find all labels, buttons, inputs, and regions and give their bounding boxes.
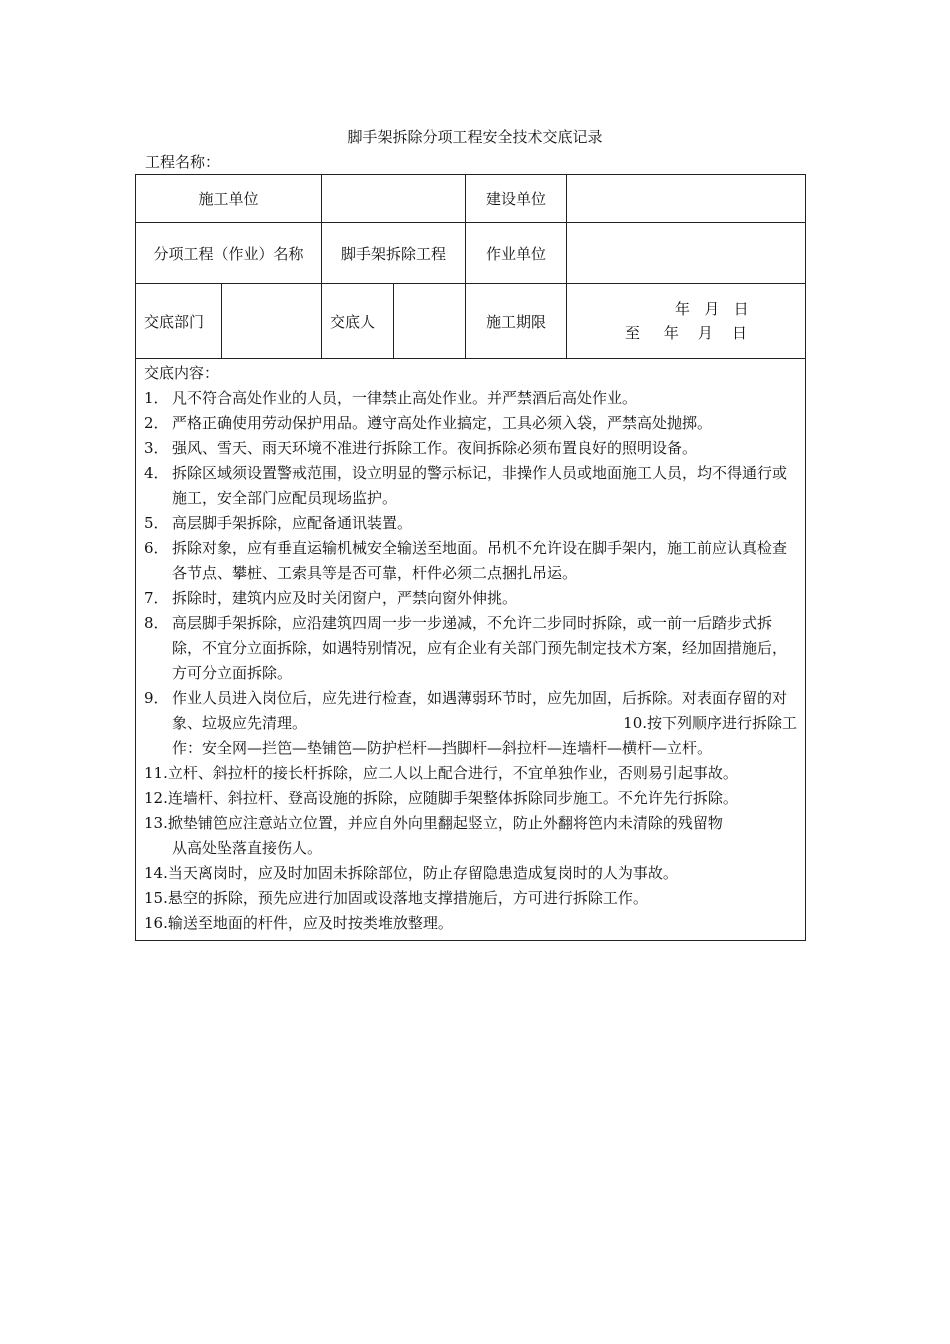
item9-text: 作业人员进入岗位后，应先进行检查，如遇薄弱环节时，应先加固，后拆除。对表面存留的对象、垃圾应先清理。 bbox=[172, 689, 788, 732]
item-15: 15.悬空的拆除，预先应进行加固或设落地支撑措施后，方可进行拆除工作。 bbox=[144, 889, 648, 907]
item-number: 7． bbox=[144, 589, 169, 607]
item-number: 1． bbox=[144, 389, 169, 407]
item-text: 高层脚手架拆除，应配备通讯装置。 bbox=[172, 514, 413, 532]
disclosure-dept-field[interactable] bbox=[222, 284, 322, 359]
list-item bbox=[144, 511, 797, 536]
table-row bbox=[136, 175, 806, 223]
period-end-date: 至 年 月 日 bbox=[625, 324, 748, 342]
disclosure-content-cell bbox=[136, 359, 806, 941]
construction-period-field[interactable] bbox=[567, 284, 806, 359]
disclosure-person-label: 交底人 bbox=[322, 284, 394, 359]
item-text: 拆除区域须设置警戒范围，设立明显的警示标记，非操作人员或地面施工人员，均不得通行或施工，安全部门应配员现场监护。 bbox=[172, 464, 788, 507]
item-number: 3． bbox=[144, 439, 169, 457]
list-item bbox=[144, 536, 797, 586]
list-item bbox=[144, 461, 797, 511]
item-number: 2． bbox=[144, 414, 169, 432]
numbered-list bbox=[144, 386, 797, 686]
list-item bbox=[144, 611, 797, 686]
owner-unit-field[interactable] bbox=[567, 175, 806, 223]
list-item bbox=[144, 411, 797, 436]
item-number: 6． bbox=[144, 539, 169, 557]
construction-period-label: 施工期限 bbox=[466, 284, 567, 359]
subitem-name-label: 分项工程（作业）名称 bbox=[136, 223, 322, 284]
owner-unit-label: 建设单位 bbox=[466, 175, 567, 223]
table-row bbox=[136, 223, 806, 284]
item-text: 拆除对象，应有垂直运输机械安全输送至地面。吊机不允许设在脚手架内，施工前应认真检查各节点、攀桩、工索具等是否可靠，杆件必须二点捆扎吊运。 bbox=[172, 539, 788, 582]
item-text bbox=[172, 686, 797, 736]
work-unit-label: 作业单位 bbox=[466, 223, 567, 284]
construction-unit-label: 施工单位 bbox=[136, 175, 322, 223]
item-text: 凡不符合高处作业的人员，一律禁止高处作业。并严禁酒后高处作业。 bbox=[172, 389, 638, 407]
item-13: 13.掀垫铺笆应注意站立位置，并应自外向里翻起竖立，防止外翻将笆内未清除的残留物 bbox=[144, 814, 723, 832]
item-number: 4． bbox=[144, 464, 169, 482]
list-item bbox=[144, 436, 797, 461]
item-11: 11.立杆、斜拉杆的接长杆拆除，应二人以上配合进行，不宜单独作业，否则易引起事故。 bbox=[144, 764, 738, 782]
project-name-label: 工程名称： bbox=[145, 153, 221, 171]
item-text: 拆除时，建筑内应及时关闭窗户，严禁向窗外伸挑。 bbox=[172, 589, 518, 607]
item-text: 高层脚手架拆除，应沿建筑四周一步一步递减，不允许二步同时拆除，或一前一后踏步式拆除，不宜分立面拆除，如遇特别情况，应有企业有关部门预先制定技术方案，经加固措施后，方可分立面拆除。 bbox=[172, 614, 788, 682]
item-text: 强风、雪天、雨天环境不准进行拆除工作。夜间拆除必须布置良好的照明设备。 bbox=[172, 439, 698, 457]
document-title: 脚手架拆除分项工程安全技术交底记录 bbox=[347, 128, 603, 146]
disclosure-form-table bbox=[135, 174, 806, 941]
list-item bbox=[144, 686, 797, 736]
item-13-cont: 从高处坠落直接伤人。 bbox=[172, 839, 323, 857]
item10-rest: 作：安全网—拦笆—垫铺笆—防护栏杆—挡脚杆—斜拉杆—连墙杆—横杆—立杆。 bbox=[172, 739, 713, 757]
item-number: 5． bbox=[144, 514, 169, 532]
item-16: 16.输送至地面的杆件，应及时按类堆放整理。 bbox=[144, 914, 453, 932]
item-14: 14.当天离岗时，应及时加固未拆除部位，防止存留隐患造成复岗时的人为事故。 bbox=[144, 864, 678, 882]
period-start-date: 年 月 日 bbox=[675, 300, 749, 318]
work-unit-field[interactable] bbox=[567, 223, 806, 284]
item-12: 12.连墙杆、斜拉杆、登高设施的拆除，应随脚手架整体拆除同步施工。不允许先行拆除。 bbox=[144, 789, 738, 807]
table-row bbox=[136, 284, 806, 359]
content-heading: 交底内容： bbox=[144, 364, 220, 382]
disclosure-dept-label: 交底部门 bbox=[136, 284, 222, 359]
construction-unit-field[interactable] bbox=[322, 175, 466, 223]
item-number: 9． bbox=[144, 689, 169, 707]
item-text: 严格正确使用劳动保护用品。遵守高处作业搞定，工具必须入袋，严禁高处抛掷。 bbox=[172, 414, 713, 432]
list-item bbox=[144, 586, 797, 611]
item10-start: 10.按下列顺序进行拆除工 bbox=[623, 714, 798, 732]
disclosure-person-field[interactable] bbox=[394, 284, 466, 359]
subitem-name-value: 脚手架拆除工程 bbox=[322, 223, 466, 284]
item-number: 8． bbox=[144, 614, 169, 632]
list-item bbox=[144, 386, 797, 411]
table-row bbox=[136, 359, 806, 941]
